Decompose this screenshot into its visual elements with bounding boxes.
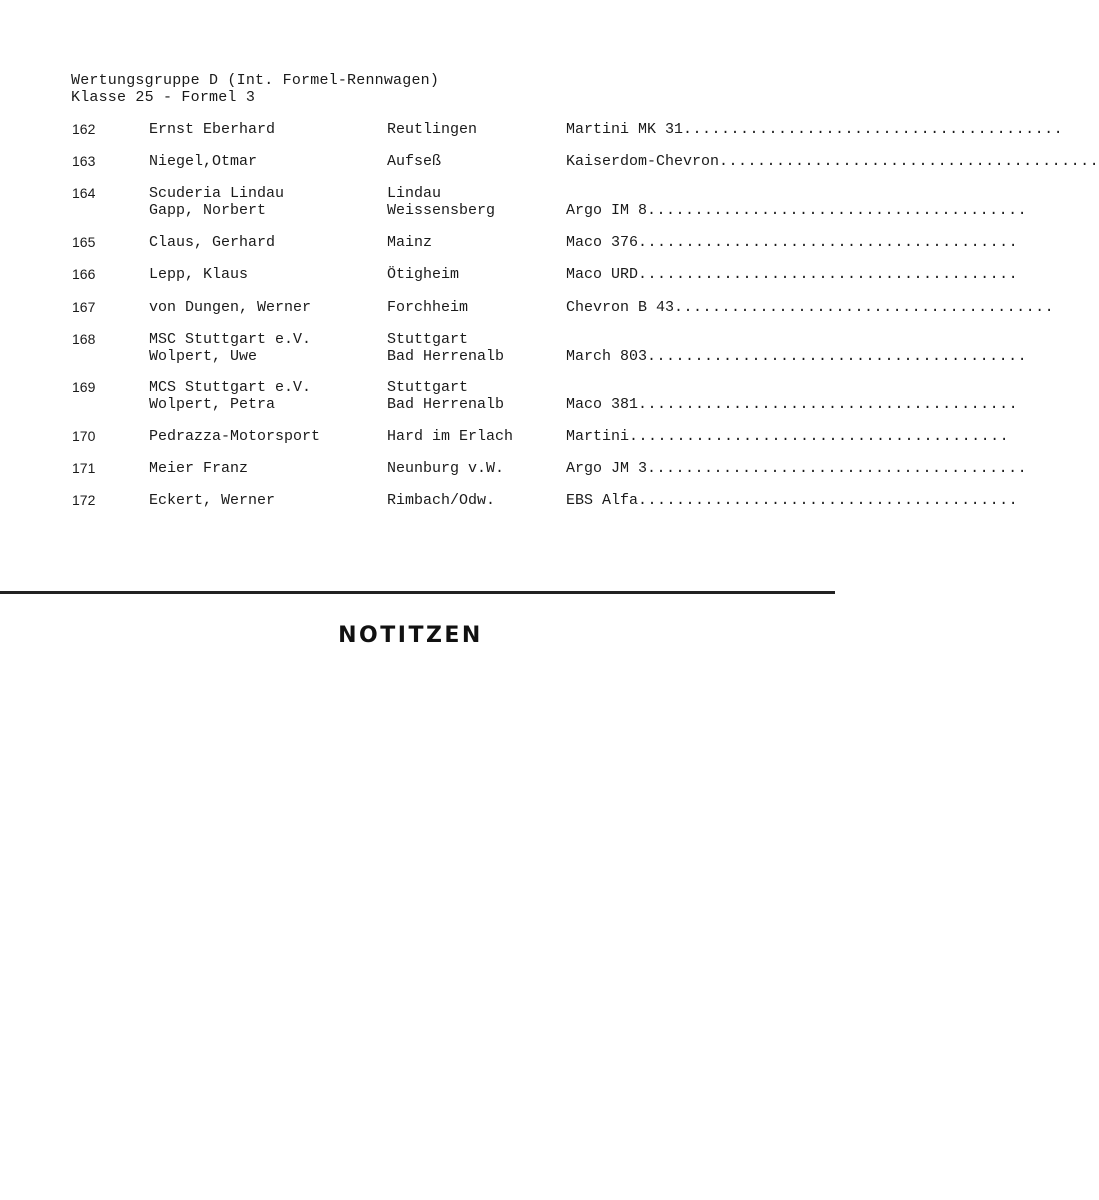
driver-name: Meier Franz [149, 460, 249, 477]
driver-name: MSC Stuttgart e.V. Wolpert, Uwe [149, 331, 312, 365]
hometown: Aufseß [387, 153, 442, 170]
hometown: Hard im Erlach [387, 428, 514, 445]
hometown: Reutlingen [387, 121, 478, 138]
driver-name: Eckert, Werner [149, 492, 276, 509]
car-model: Argo JM 3........................................ [566, 460, 1028, 477]
start-number: 164 [72, 185, 96, 201]
driver-name: MCS Stuttgart e.V. Wolpert, Petra [149, 379, 312, 413]
hometown: Lindau Weissensberg [387, 185, 496, 219]
class-subtitle: Klasse 25 - Formel 3 [71, 89, 256, 106]
start-number: 172 [72, 492, 96, 508]
car-model: EBS Alfa........................................ [566, 492, 1019, 509]
hometown: Stuttgart Bad Herrenalb [387, 379, 505, 413]
hometown: Ötigheim [387, 266, 460, 283]
driver-name: Ernst Eberhard [149, 121, 276, 138]
car-model: Maco 381........................................ [566, 396, 1019, 413]
car-model: Chevron B 43........................................ [566, 299, 1055, 316]
start-number: 163 [72, 153, 96, 169]
hometown: Rimbach/Odw. [387, 492, 496, 509]
driver-name: Scuderia Lindau Gapp, Norbert [149, 185, 285, 219]
driver-name: Pedrazza-Motorsport [149, 428, 321, 445]
notes-heading: NOTITZEN [338, 623, 483, 648]
entry-list-header [71, 72, 439, 106]
start-number: 167 [72, 299, 96, 315]
car-model: Argo IM 8........................................ [566, 202, 1028, 219]
car-model: March 803........................................ [566, 348, 1028, 365]
hometown: Forchheim [387, 299, 469, 316]
car-model: Maco URD........................................ [566, 266, 1019, 283]
start-number: 162 [72, 121, 96, 137]
start-number: 168 [72, 331, 96, 347]
car-model: Martini MK 31........................................ [566, 121, 1064, 138]
driver-name: von Dungen, Werner [149, 299, 312, 316]
driver-name: Niegel,Otmar [149, 153, 258, 170]
driver-name: Lepp, Klaus [149, 266, 249, 283]
section-divider [0, 591, 835, 594]
driver-name: Claus, Gerhard [149, 234, 276, 251]
hometown: Neunburg v.W. [387, 460, 505, 477]
car-model: Maco 376........................................ [566, 234, 1019, 251]
start-number: 166 [72, 266, 96, 282]
hometown: Mainz [387, 234, 433, 251]
start-number: 169 [72, 379, 96, 395]
hometown: Stuttgart Bad Herrenalb [387, 331, 505, 365]
start-number: 171 [72, 460, 96, 476]
class-group-title: Wertungsgruppe D (Int. Formel-Rennwagen) [71, 72, 440, 89]
start-number: 170 [72, 428, 96, 444]
car-model: Kaiserdom-Chevron........................................ [566, 153, 1099, 170]
car-model: Martini........................................ [566, 428, 1010, 445]
start-number: 165 [72, 234, 96, 250]
